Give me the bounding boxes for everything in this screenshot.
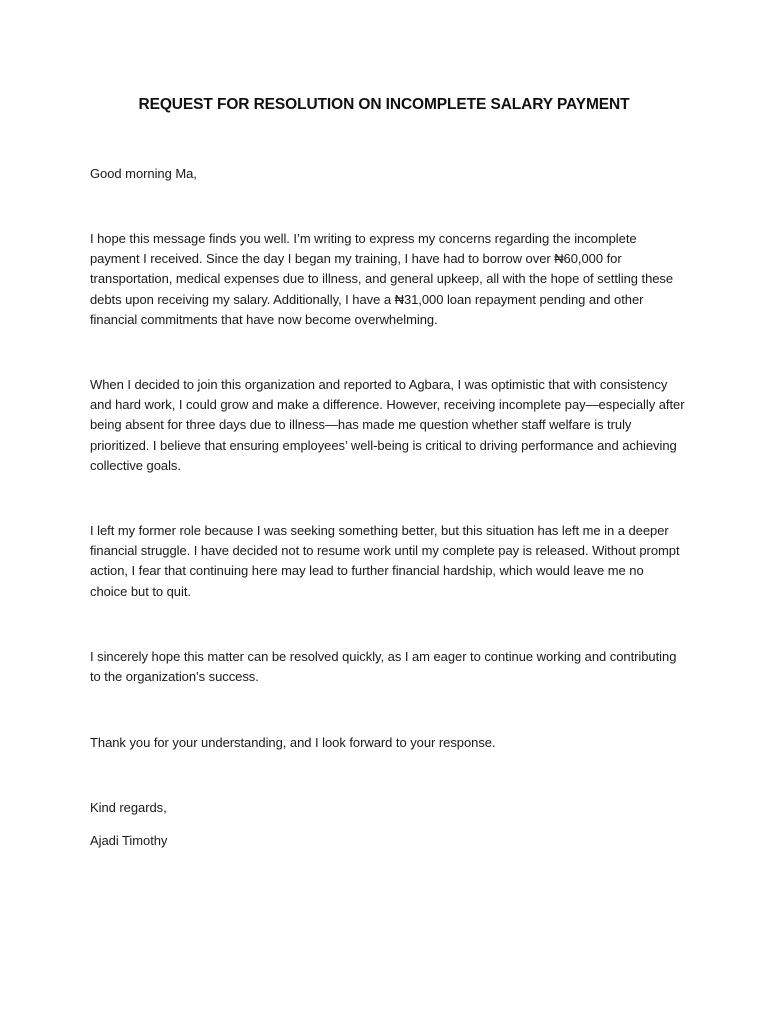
paragraph-line: I left my former role because I was seeking something better, but this situation has left me in a deeper	[90, 523, 669, 538]
paragraph-line: Thank you for your understanding, and I look forward to your response.	[90, 735, 496, 750]
signature	[90, 831, 690, 851]
paragraph-line: transportation, medical expenses due to illness, and general upkeep, all with the hope of settling these	[90, 271, 674, 287]
paragraph-line: prioritized. I believe that ensuring employees’ well-being is critical to driving performance and achieving	[90, 437, 677, 453]
paragraph-line: When I decided to join this organization and reported to Agbara, I was optimistic that with consistency	[90, 377, 668, 392]
paragraph-line: financial struggle. I have decided not to resume work until my complete pay is released. Without prompt	[90, 543, 680, 559]
paragraph-resolution	[90, 647, 690, 687]
paragraph-former-role	[90, 521, 690, 602]
paragraph-line: financial commitments that have now become overwhelming.	[90, 311, 438, 327]
paragraph-line: debts upon receiving my salary. Additionally, I have a ₦31,000 loan repayment pending and other	[90, 291, 644, 307]
paragraph-line: collective goals.	[90, 457, 181, 473]
paragraph-thanks	[90, 733, 690, 753]
greeting	[90, 164, 690, 184]
signature-line: Ajadi Timothy	[90, 833, 168, 848]
paragraph-line: to the organization’s success.	[90, 669, 259, 685]
closing	[90, 798, 690, 818]
paragraph-organization	[90, 375, 690, 476]
closing-line: Kind regards,	[90, 800, 167, 815]
paragraph-line: I sincerely hope this matter can be resolved quickly, as I am eager to continue working and contributing	[90, 649, 677, 664]
paragraph-concerns	[90, 229, 690, 330]
paragraph-line: I hope this message finds you well. I’m writing to express my concerns regarding the incomplete	[90, 231, 637, 246]
greeting-line: Good morning Ma,	[90, 166, 197, 181]
paragraph-line: and hard work, I could grow and make a difference. However, receiving incomplete pay—especially after	[90, 397, 685, 413]
paragraph-line: action, I fear that continuing here may lead to further financial hardship, which would leave me no	[90, 563, 644, 579]
document-title: REQUEST FOR RESOLUTION ON INCOMPLETE SALARY PAYMENT	[138, 96, 630, 113]
paragraph-line: choice but to quit.	[90, 583, 191, 599]
paragraph-line: payment I received. Since the day I began my training, I have had to borrow over ₦60,000 for	[90, 251, 622, 267]
paragraph-line: being absent for three days due to illness—has made me question whether staff welfare is truly	[90, 417, 632, 433]
